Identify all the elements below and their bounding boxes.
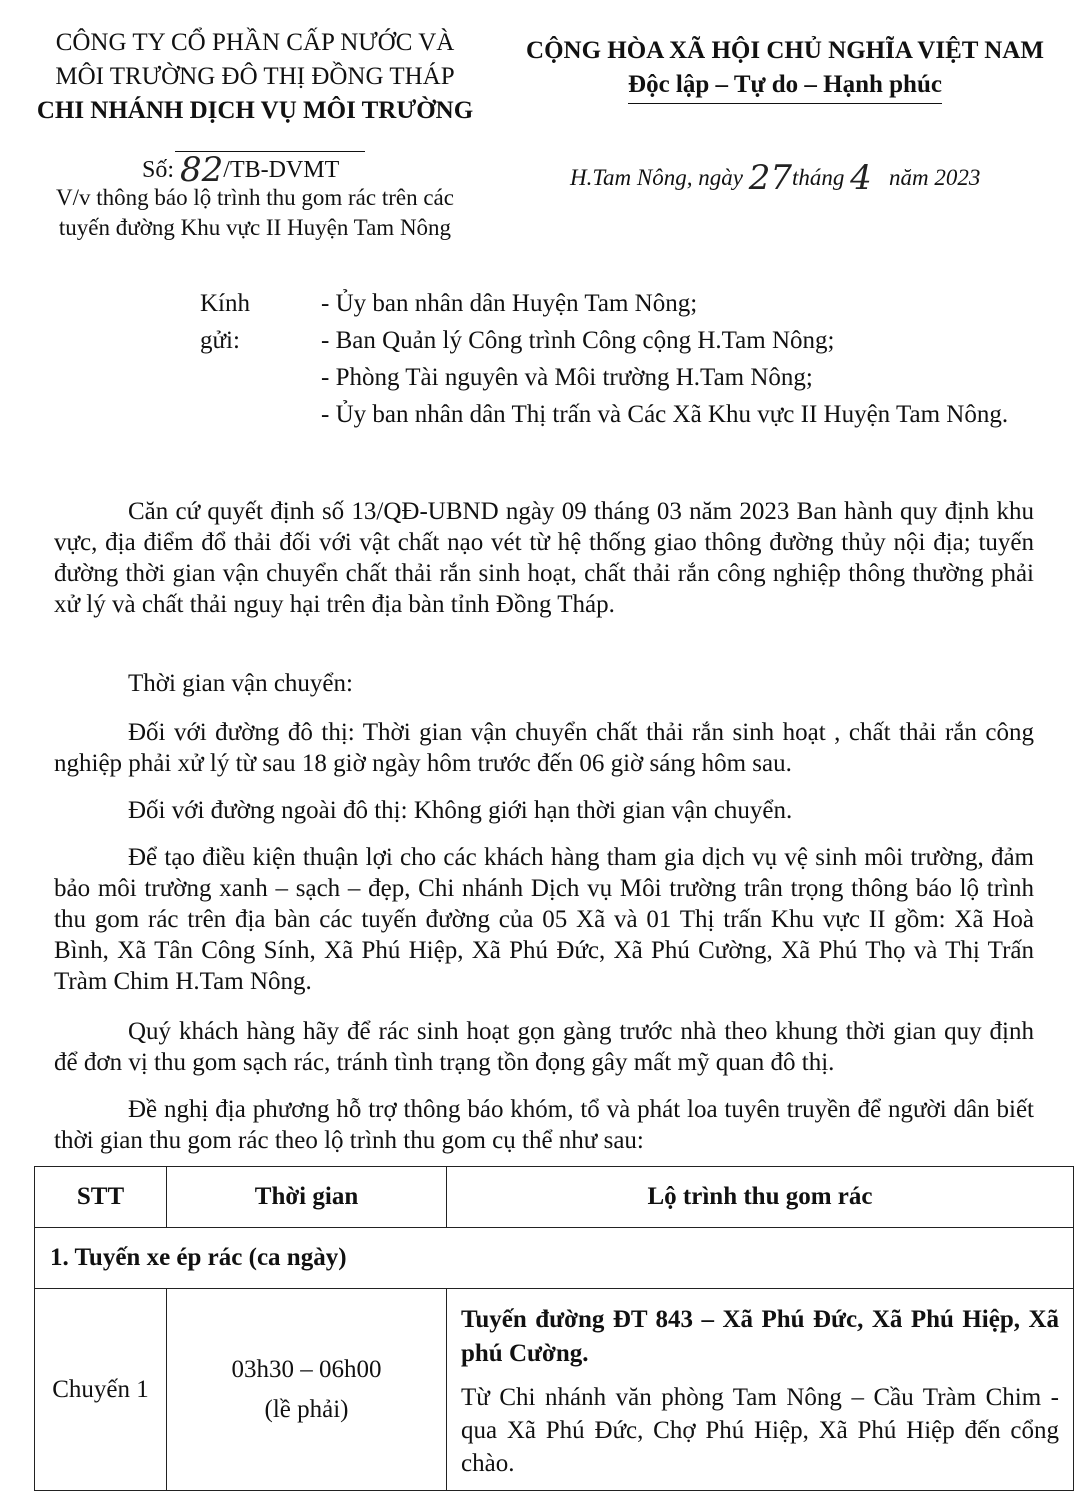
date-year: năm 2023 [889,165,981,190]
table-section-row [35,1228,1074,1289]
route-title: Tuyến đường ĐT 843 – Xã Phú Đức, Xã Phú Hiệp, Xã phú Cường. [461,1306,1059,1367]
doc-no-handwritten: 82 [180,150,224,190]
date-line [570,158,980,198]
header-time: Thời gian [167,1167,447,1228]
body-paragraph: Đối với đường đô thị: Thời gian vận chuyển chất thải rắn sinh hoạt , chất thải rắn công nghiệp phải xử lý từ sau 18 giờ ngày hôm trước đến 06 giờ sáng hôm sau. [54,719,1034,777]
doc-no-suffix: /TB-DVMT [223,157,340,183]
collection-schedule-table [34,1166,1074,1491]
nation-name: CỘNG HÒA XÃ HỘI CHỦ NGHĨA VIỆT NAM [526,37,1044,64]
time-range: 03h30 – 06h00 [231,1355,382,1383]
header-stt: STT [35,1167,167,1228]
table-row [35,1289,1074,1491]
nation-header [500,34,1070,104]
body-paragraph: Để tạo điều kiện thuận lợi cho các khách hàng tham gia dịch vụ vệ sinh môi trường, đảm bảo môi trường xanh – sạch – đẹp, Chi nhánh Dịch vụ Môi trường trân trọng thông báo lộ trình thu gom rác trên địa bàn các tuyến đường của 05 Xã và 01 Thị trấn Khu vực II gồm: Xã Hoà Bình, Xã Tân Công Sính, Xã Phú Hiệp, Xã Phú Đức, Xã Phú Cường, Xã Phú Thọ và Thị Trấn Tràm Chim H.Tam Nông. [54,844,1034,995]
cell-route [447,1289,1074,1491]
recipient-item: - Ủy ban nhân dân Thị trấn và Các Xã Khu vực II Huyện Tam Nông. [321,401,1009,428]
org-header [20,26,490,128]
time-side: (lề phải) [264,1395,349,1423]
document-subject: V/v thông báo lộ trình thu gom rác trên các tuyến đường Khu vực II Huyện Tam Nông [56,185,454,240]
cell-stt: Chuyến 1 [35,1289,167,1491]
nation-motto: Độc lập – Tự do – Hạnh phúc [628,68,942,104]
date-day-handwritten: 27 [748,158,792,198]
branch-name: CHI NHÁNH DỊCH VỤ MÔI TRƯỜNG [36,97,474,124]
section-title: 1. Tuyến xe ép rác (ca ngày) [35,1228,1074,1289]
recipients-list [321,285,1021,433]
cell-time [167,1289,447,1491]
recipient-item: - Ủy ban nhân dân Huyện Tam Nông; [321,290,698,317]
header-route: Lộ trình thu gom rác [447,1167,1074,1228]
body-paragraph: Thời gian vận chuyển: [128,670,353,697]
body-paragraph: Đề nghị địa phương hỗ trợ thông báo khóm, tổ và phát loa tuyên truyền để người dân biết thời gian thu gom rác theo lộ trình thu gom cụ thể như sau: [54,1096,1034,1154]
doc-no-prefix: Số: [142,157,175,183]
recipients-label: Kính gửi: [200,290,250,354]
recipient-item: - Phòng Tài nguyên và Môi trường H.Tam Nông; [321,364,813,391]
org-name-line2: MÔI TRƯỜNG ĐÔ THỊ ĐỒNG THÁP [55,63,455,90]
date-month-word: tháng [791,165,845,190]
body-paragraph: Đối với đường ngoài đô thị: Không giới hạn thời gian vận chuyển. [128,797,793,824]
table-header-row [35,1167,1074,1228]
route-description: Từ Chi nhánh văn phòng Tam Nông – Cầu Tràm Chim - qua Xã Phú Đức, Chợ Phú Hiệp, Xã Phú Hiệp đến cổng chào. [461,1384,1059,1477]
body-paragraph: Căn cứ quyết định số 13/QĐ-UBND ngày 09 tháng 03 năm 2023 Ban hành quy định khu vực, địa điểm đổ thải đối với vật chất nạo vét từ hệ thống giao thông đường thủy nội địa; tuyến đường thời gian vận chuyển chất thải rắn sinh hoạt, chất thải rắn công nghiệp thông thường phải xử lý và chất thải nguy hại trên địa bàn tỉnh Đồng Tháp. [54,498,1034,618]
org-name-line1: CÔNG TY CỔ PHẦN CẤP NƯỚC VÀ [55,29,455,56]
recipient-item: - Ban Quản lý Công trình Công cộng H.Tam Nông; [321,327,835,354]
body-paragraph: Quý khách hàng hãy để rác sinh hoạt gọn gàng trước nhà theo khung thời gian quy định để đơn vị thu gom sạch rác, tránh tình trạng tồn đọng gây mất mỹ quan đô thị. [54,1018,1034,1076]
date-prefix: H.Tam Nông, ngày [570,165,743,190]
date-month-handwritten: 4 [850,158,872,198]
